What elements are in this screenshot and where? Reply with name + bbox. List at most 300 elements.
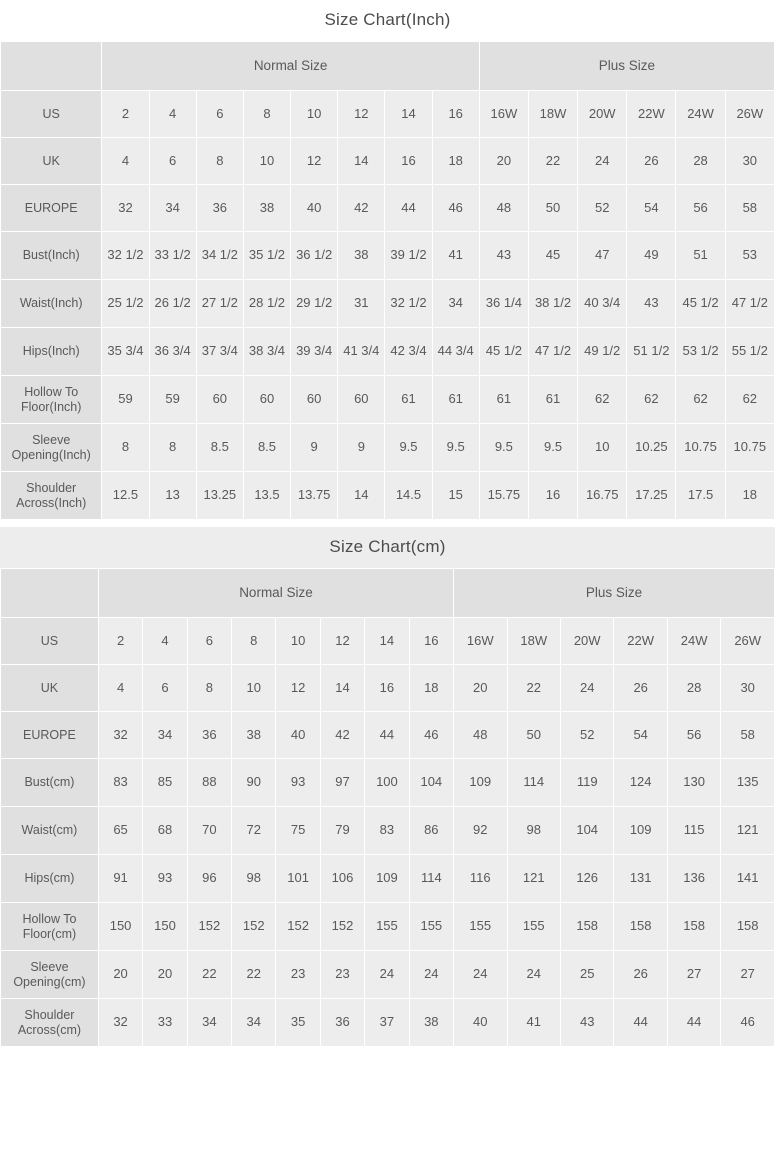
row-label-waist-inch: Waist(Inch) bbox=[1, 280, 102, 328]
cell: 158 bbox=[560, 903, 613, 951]
cell: 18 bbox=[409, 665, 453, 712]
cell: 53 1/2 bbox=[676, 328, 725, 376]
row-label-sleeve-opening-inch: Sleeve Opening(Inch) bbox=[1, 424, 102, 472]
cell: 22W bbox=[627, 91, 676, 138]
cell: 36 bbox=[187, 712, 231, 759]
cell: 18 bbox=[432, 138, 479, 185]
cell: 43 bbox=[479, 232, 528, 280]
cell: 72 bbox=[232, 807, 276, 855]
row-label-hips-cm: Hips(cm) bbox=[1, 855, 99, 903]
table-row bbox=[1, 712, 775, 759]
cell: 93 bbox=[143, 855, 187, 903]
cell: 8 bbox=[232, 618, 276, 665]
cell: 4 bbox=[102, 138, 149, 185]
cell: 79 bbox=[320, 807, 364, 855]
cell: 18 bbox=[725, 472, 774, 520]
cell: 40 bbox=[276, 712, 320, 759]
cell: 34 bbox=[432, 280, 479, 328]
table-row bbox=[1, 951, 775, 999]
cell: 12.5 bbox=[102, 472, 149, 520]
cell: 26 1/2 bbox=[149, 280, 196, 328]
cell: 39 1/2 bbox=[385, 232, 432, 280]
cell: 61 bbox=[432, 376, 479, 424]
cell: 24 bbox=[560, 665, 613, 712]
cell: 14 bbox=[338, 472, 385, 520]
table-row bbox=[1, 91, 775, 138]
cell: 35 3/4 bbox=[102, 328, 149, 376]
cell: 56 bbox=[667, 712, 720, 759]
cell: 60 bbox=[291, 376, 338, 424]
cell: 35 1/2 bbox=[243, 232, 290, 280]
cell: 26 bbox=[614, 665, 667, 712]
cell: 46 bbox=[409, 712, 453, 759]
cell: 62 bbox=[725, 376, 774, 424]
row-label-bust-inch: Bust(Inch) bbox=[1, 232, 102, 280]
cell: 24 bbox=[578, 138, 627, 185]
cell: 33 bbox=[143, 999, 187, 1047]
cell: 27 bbox=[667, 951, 720, 999]
cell: 37 bbox=[365, 999, 409, 1047]
cell: 24 bbox=[454, 951, 507, 999]
cell: 152 bbox=[320, 903, 364, 951]
cell: 32 1/2 bbox=[385, 280, 432, 328]
cell: 51 bbox=[676, 232, 725, 280]
cell: 26 bbox=[627, 138, 676, 185]
cell: 130 bbox=[667, 759, 720, 807]
cell: 27 1/2 bbox=[196, 280, 243, 328]
cell: 20W bbox=[578, 91, 627, 138]
cell: 60 bbox=[196, 376, 243, 424]
cell: 32 1/2 bbox=[102, 232, 149, 280]
cell: 34 bbox=[232, 999, 276, 1047]
cell: 62 bbox=[676, 376, 725, 424]
cell: 150 bbox=[143, 903, 187, 951]
cell: 98 bbox=[232, 855, 276, 903]
table-row bbox=[1, 280, 775, 328]
cell: 34 1/2 bbox=[196, 232, 243, 280]
row-label-us: US bbox=[1, 618, 99, 665]
cell: 8 bbox=[102, 424, 149, 472]
cell: 124 bbox=[614, 759, 667, 807]
cell: 101 bbox=[276, 855, 320, 903]
cell: 96 bbox=[187, 855, 231, 903]
cell: 46 bbox=[432, 185, 479, 232]
cell: 24 bbox=[507, 951, 560, 999]
cell: 121 bbox=[721, 807, 775, 855]
cell: 136 bbox=[667, 855, 720, 903]
cell: 38 3/4 bbox=[243, 328, 290, 376]
cell: 8 bbox=[243, 91, 290, 138]
table-header-row bbox=[1, 42, 775, 91]
cell: 44 bbox=[614, 999, 667, 1047]
row-label-hips-inch: Hips(Inch) bbox=[1, 328, 102, 376]
cell: 9.5 bbox=[479, 424, 528, 472]
cell: 32 bbox=[98, 999, 142, 1047]
cell: 152 bbox=[232, 903, 276, 951]
cell: 20W bbox=[560, 618, 613, 665]
cell: 8 bbox=[149, 424, 196, 472]
cell: 58 bbox=[725, 185, 774, 232]
cell: 34 bbox=[143, 712, 187, 759]
cell: 44 3/4 bbox=[432, 328, 479, 376]
cell: 34 bbox=[149, 185, 196, 232]
cell: 100 bbox=[365, 759, 409, 807]
row-label-hollow-to-floor-inch: Hollow To Floor(Inch) bbox=[1, 376, 102, 424]
cell: 34 bbox=[187, 999, 231, 1047]
cell: 42 bbox=[338, 185, 385, 232]
cell: 13.75 bbox=[291, 472, 338, 520]
cell: 26W bbox=[725, 91, 774, 138]
group-header-plus-inch: Plus Size bbox=[479, 42, 774, 91]
table-row bbox=[1, 618, 775, 665]
cell: 114 bbox=[409, 855, 453, 903]
cell: 43 bbox=[560, 999, 613, 1047]
cell: 90 bbox=[232, 759, 276, 807]
cell: 152 bbox=[276, 903, 320, 951]
cell: 16.75 bbox=[578, 472, 627, 520]
cell: 40 3/4 bbox=[578, 280, 627, 328]
cell: 8.5 bbox=[196, 424, 243, 472]
row-label-uk: UK bbox=[1, 138, 102, 185]
cell: 38 bbox=[409, 999, 453, 1047]
table-row bbox=[1, 472, 775, 520]
cell: 152 bbox=[187, 903, 231, 951]
cell: 9 bbox=[338, 424, 385, 472]
cell: 126 bbox=[560, 855, 613, 903]
cell: 92 bbox=[454, 807, 507, 855]
cell: 16 bbox=[409, 618, 453, 665]
cell: 93 bbox=[276, 759, 320, 807]
cell: 12 bbox=[276, 665, 320, 712]
group-header-normal-cm: Normal Size bbox=[98, 569, 453, 618]
cell: 4 bbox=[143, 618, 187, 665]
cell: 35 bbox=[276, 999, 320, 1047]
row-label-uk: UK bbox=[1, 665, 99, 712]
cell: 14.5 bbox=[385, 472, 432, 520]
cell: 24 bbox=[409, 951, 453, 999]
cell: 36 bbox=[196, 185, 243, 232]
cell: 36 1/4 bbox=[479, 280, 528, 328]
cell: 27 bbox=[721, 951, 775, 999]
section-divider bbox=[0, 520, 775, 527]
table-header-row bbox=[1, 569, 775, 618]
cell: 10.25 bbox=[627, 424, 676, 472]
cell: 28 bbox=[676, 138, 725, 185]
cell: 155 bbox=[365, 903, 409, 951]
cell: 20 bbox=[479, 138, 528, 185]
cell: 14 bbox=[320, 665, 364, 712]
cell: 8 bbox=[196, 138, 243, 185]
cell: 22 bbox=[232, 951, 276, 999]
cell: 109 bbox=[454, 759, 507, 807]
cell: 40 bbox=[454, 999, 507, 1047]
cell: 38 bbox=[338, 232, 385, 280]
cell: 20 bbox=[454, 665, 507, 712]
cell: 43 bbox=[627, 280, 676, 328]
row-label-hollow-to-floor-cm: Hollow To Floor(cm) bbox=[1, 903, 99, 951]
cell: 12 bbox=[291, 138, 338, 185]
cell: 44 bbox=[365, 712, 409, 759]
table-row bbox=[1, 999, 775, 1047]
cell: 59 bbox=[102, 376, 149, 424]
cell: 15 bbox=[432, 472, 479, 520]
cell: 42 bbox=[320, 712, 364, 759]
cell: 20 bbox=[98, 951, 142, 999]
cell: 10.75 bbox=[725, 424, 774, 472]
cell: 91 bbox=[98, 855, 142, 903]
page-title-inch: Size Chart(Inch) bbox=[324, 10, 451, 29]
cell: 44 bbox=[385, 185, 432, 232]
cell: 6 bbox=[196, 91, 243, 138]
cell: 86 bbox=[409, 807, 453, 855]
cell: 13.5 bbox=[243, 472, 290, 520]
cell: 15.75 bbox=[479, 472, 528, 520]
cell: 16 bbox=[385, 138, 432, 185]
cell: 54 bbox=[614, 712, 667, 759]
cell: 39 3/4 bbox=[291, 328, 338, 376]
cell: 53 bbox=[725, 232, 774, 280]
cell: 68 bbox=[143, 807, 187, 855]
cell: 10 bbox=[291, 91, 338, 138]
cell: 65 bbox=[98, 807, 142, 855]
cell: 62 bbox=[627, 376, 676, 424]
table-row bbox=[1, 138, 775, 185]
row-label-shoulder-across-cm: Shoulder Across(cm) bbox=[1, 999, 99, 1047]
table-row bbox=[1, 328, 775, 376]
cell: 88 bbox=[187, 759, 231, 807]
cell: 16 bbox=[365, 665, 409, 712]
cell: 106 bbox=[320, 855, 364, 903]
cell: 25 1/2 bbox=[102, 280, 149, 328]
cell: 48 bbox=[479, 185, 528, 232]
cell: 24 bbox=[365, 951, 409, 999]
cell: 45 1/2 bbox=[676, 280, 725, 328]
cell: 49 1/2 bbox=[578, 328, 627, 376]
cell: 45 1/2 bbox=[479, 328, 528, 376]
cell: 16 bbox=[528, 472, 577, 520]
group-header-normal-inch: Normal Size bbox=[102, 42, 479, 91]
row-label-sleeve-opening-cm: Sleeve Opening(cm) bbox=[1, 951, 99, 999]
cell: 14 bbox=[338, 138, 385, 185]
cell: 23 bbox=[320, 951, 364, 999]
cell: 18W bbox=[528, 91, 577, 138]
cell: 155 bbox=[507, 903, 560, 951]
cell: 135 bbox=[721, 759, 775, 807]
cell: 8.5 bbox=[243, 424, 290, 472]
cell: 40 bbox=[291, 185, 338, 232]
cell: 18W bbox=[507, 618, 560, 665]
cell: 22 bbox=[507, 665, 560, 712]
cell: 60 bbox=[338, 376, 385, 424]
cell: 24W bbox=[676, 91, 725, 138]
cell: 6 bbox=[143, 665, 187, 712]
cell: 150 bbox=[98, 903, 142, 951]
cell: 41 bbox=[507, 999, 560, 1047]
cell: 26 bbox=[614, 951, 667, 999]
table-row bbox=[1, 855, 775, 903]
table-row bbox=[1, 807, 775, 855]
cell: 47 bbox=[578, 232, 627, 280]
cell: 10 bbox=[232, 665, 276, 712]
cell: 28 bbox=[667, 665, 720, 712]
cell: 75 bbox=[276, 807, 320, 855]
cell: 119 bbox=[560, 759, 613, 807]
table-corner-cell bbox=[1, 42, 102, 91]
table-row bbox=[1, 759, 775, 807]
cell: 23 bbox=[276, 951, 320, 999]
cell: 9.5 bbox=[528, 424, 577, 472]
table-row bbox=[1, 376, 775, 424]
cell: 9.5 bbox=[385, 424, 432, 472]
cell: 2 bbox=[102, 91, 149, 138]
cell: 61 bbox=[528, 376, 577, 424]
cell: 37 3/4 bbox=[196, 328, 243, 376]
cell: 33 1/2 bbox=[149, 232, 196, 280]
cell: 36 1/2 bbox=[291, 232, 338, 280]
cell: 9.5 bbox=[432, 424, 479, 472]
cell: 141 bbox=[721, 855, 775, 903]
cell: 16W bbox=[454, 618, 507, 665]
row-label-waist-cm: Waist(cm) bbox=[1, 807, 99, 855]
cell: 4 bbox=[98, 665, 142, 712]
cell: 97 bbox=[320, 759, 364, 807]
cell: 16 bbox=[432, 91, 479, 138]
cell: 41 bbox=[432, 232, 479, 280]
cell: 121 bbox=[507, 855, 560, 903]
cell: 50 bbox=[528, 185, 577, 232]
size-chart-table-inch bbox=[0, 41, 775, 520]
cell: 42 3/4 bbox=[385, 328, 432, 376]
row-label-europe: EUROPE bbox=[1, 185, 102, 232]
cell: 38 1/2 bbox=[528, 280, 577, 328]
table-row bbox=[1, 424, 775, 472]
table-corner-cell bbox=[1, 569, 99, 618]
cell: 62 bbox=[578, 376, 627, 424]
row-label-bust-cm: Bust(cm) bbox=[1, 759, 99, 807]
cell: 25 bbox=[560, 951, 613, 999]
cell: 47 1/2 bbox=[725, 280, 774, 328]
cell: 56 bbox=[676, 185, 725, 232]
cell: 6 bbox=[149, 138, 196, 185]
cell: 98 bbox=[507, 807, 560, 855]
cell: 158 bbox=[667, 903, 720, 951]
table-row bbox=[1, 903, 775, 951]
cell: 60 bbox=[243, 376, 290, 424]
cell: 32 bbox=[102, 185, 149, 232]
cell: 55 1/2 bbox=[725, 328, 774, 376]
cell: 31 bbox=[338, 280, 385, 328]
cell: 46 bbox=[721, 999, 775, 1047]
cell: 59 bbox=[149, 376, 196, 424]
cell: 61 bbox=[479, 376, 528, 424]
cell: 12 bbox=[320, 618, 364, 665]
cell: 51 1/2 bbox=[627, 328, 676, 376]
cell: 44 bbox=[667, 999, 720, 1047]
cell: 2 bbox=[98, 618, 142, 665]
cell: 36 3/4 bbox=[149, 328, 196, 376]
group-header-plus-cm: Plus Size bbox=[454, 569, 775, 618]
cell: 109 bbox=[365, 855, 409, 903]
cell: 54 bbox=[627, 185, 676, 232]
cell: 17.25 bbox=[627, 472, 676, 520]
cell: 131 bbox=[614, 855, 667, 903]
cell: 115 bbox=[667, 807, 720, 855]
cell: 10 bbox=[276, 618, 320, 665]
page-title-cm: Size Chart(cm) bbox=[0, 527, 775, 568]
cell: 52 bbox=[560, 712, 613, 759]
cell: 52 bbox=[578, 185, 627, 232]
cell: 70 bbox=[187, 807, 231, 855]
cell: 24W bbox=[667, 618, 720, 665]
cell: 26W bbox=[721, 618, 775, 665]
cell: 38 bbox=[243, 185, 290, 232]
cell: 22 bbox=[187, 951, 231, 999]
cell: 85 bbox=[143, 759, 187, 807]
cell: 104 bbox=[409, 759, 453, 807]
row-label-us: US bbox=[1, 91, 102, 138]
cell: 38 bbox=[232, 712, 276, 759]
cell: 22 bbox=[528, 138, 577, 185]
cell: 13 bbox=[149, 472, 196, 520]
cell: 32 bbox=[98, 712, 142, 759]
cell: 47 1/2 bbox=[528, 328, 577, 376]
cell: 114 bbox=[507, 759, 560, 807]
cell: 116 bbox=[454, 855, 507, 903]
cell: 155 bbox=[409, 903, 453, 951]
cell: 83 bbox=[98, 759, 142, 807]
cell: 30 bbox=[721, 665, 775, 712]
row-label-europe: EUROPE bbox=[1, 712, 99, 759]
cell: 48 bbox=[454, 712, 507, 759]
cell: 17.5 bbox=[676, 472, 725, 520]
row-label-shoulder-across-inch: Shoulder Across(Inch) bbox=[1, 472, 102, 520]
cell: 16W bbox=[479, 91, 528, 138]
cell: 10 bbox=[578, 424, 627, 472]
cell: 104 bbox=[560, 807, 613, 855]
cell: 58 bbox=[721, 712, 775, 759]
cell: 50 bbox=[507, 712, 560, 759]
cell: 45 bbox=[528, 232, 577, 280]
cell: 29 1/2 bbox=[291, 280, 338, 328]
cell: 61 bbox=[385, 376, 432, 424]
cell: 28 1/2 bbox=[243, 280, 290, 328]
table-row bbox=[1, 665, 775, 712]
cell: 22W bbox=[614, 618, 667, 665]
cell: 109 bbox=[614, 807, 667, 855]
cell: 6 bbox=[187, 618, 231, 665]
cell: 10 bbox=[243, 138, 290, 185]
cell: 158 bbox=[614, 903, 667, 951]
size-chart-table-cm bbox=[0, 568, 775, 1047]
cell: 36 bbox=[320, 999, 364, 1047]
cell: 155 bbox=[454, 903, 507, 951]
cell: 49 bbox=[627, 232, 676, 280]
cell: 4 bbox=[149, 91, 196, 138]
cell: 20 bbox=[143, 951, 187, 999]
table-row bbox=[1, 232, 775, 280]
cell: 9 bbox=[291, 424, 338, 472]
cell: 13.25 bbox=[196, 472, 243, 520]
cell: 12 bbox=[338, 91, 385, 138]
cell: 30 bbox=[725, 138, 774, 185]
cell: 41 3/4 bbox=[338, 328, 385, 376]
cell: 14 bbox=[385, 91, 432, 138]
cell: 14 bbox=[365, 618, 409, 665]
cell: 10.75 bbox=[676, 424, 725, 472]
table-row bbox=[1, 185, 775, 232]
cell: 8 bbox=[187, 665, 231, 712]
cell: 158 bbox=[721, 903, 775, 951]
